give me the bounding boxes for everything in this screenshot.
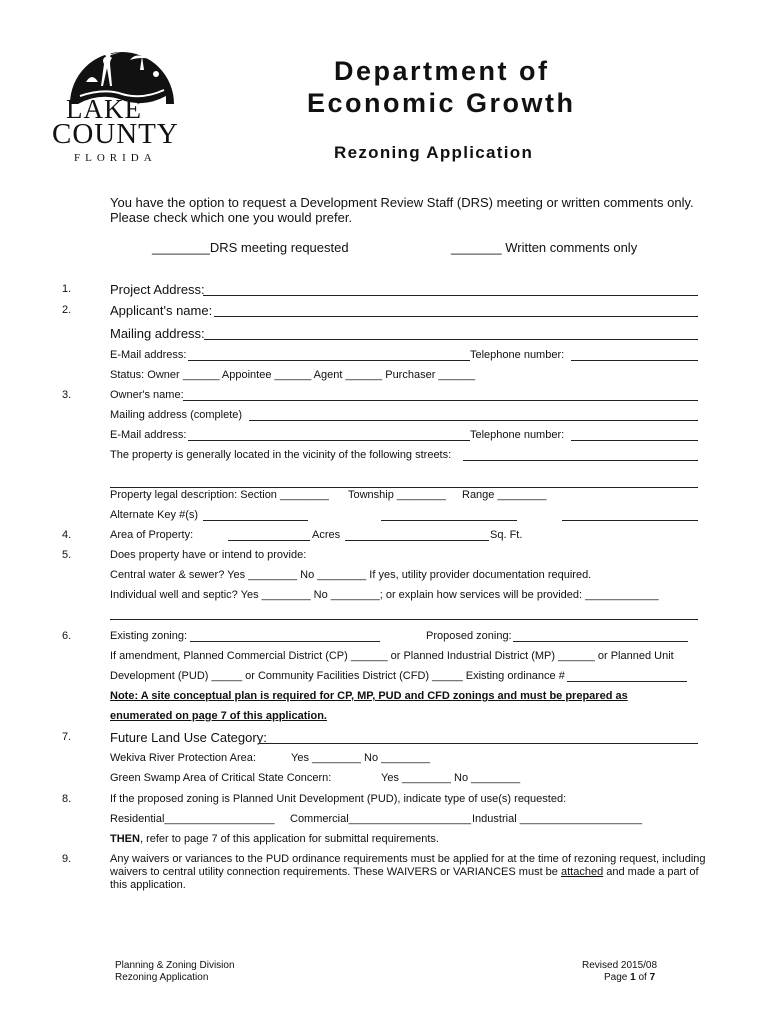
commercial-field[interactable]: Commercial____________________ <box>290 813 472 825</box>
vicinity-field-2[interactable] <box>110 487 698 488</box>
note-line1: Note: A site conceptual plan is required for CP, MP, PUD and CFD zonings and must be prepared as <box>110 690 628 702</box>
item-number: 8. <box>62 793 72 805</box>
mailing-address-field[interactable] <box>204 339 698 340</box>
item-number: 7. <box>62 731 72 743</box>
then-instruction <box>110 833 439 845</box>
proposed-zoning-label: Proposed zoning: <box>426 630 512 642</box>
alternate-key-field-2[interactable] <box>381 520 517 521</box>
owner-name-field[interactable] <box>183 400 698 401</box>
item-number: 6. <box>62 630 72 642</box>
footer-page-number <box>604 972 655 983</box>
acres-label: Acres <box>312 529 341 541</box>
item-number: 1. <box>62 283 72 295</box>
project-address-field[interactable] <box>203 295 698 296</box>
applicant-name-label: Applicant's name: <box>110 303 213 318</box>
lake-county-logo <box>52 30 192 170</box>
applicant-name-field[interactable] <box>214 316 698 317</box>
existing-zoning-label: Existing zoning: <box>110 630 188 642</box>
email2-label: E-Mail address: <box>110 429 187 441</box>
item-number: 4. <box>62 529 72 541</box>
alternate-key-label: Alternate Key #(s) <box>110 509 199 521</box>
green-swamp-options[interactable]: Yes ________ No ________ <box>381 772 521 784</box>
services-explain-field[interactable] <box>110 619 698 620</box>
waivers-line1: Any waivers or variances to the PUD ordinance requirements must be applied for at the time of rezoning request, including <box>110 853 706 865</box>
intro-line2: Please check which one you would prefer. <box>110 210 353 225</box>
logo-florida-text: FLORIDA <box>74 152 157 164</box>
item-number: 2. <box>62 304 72 316</box>
email2-field[interactable] <box>188 440 470 441</box>
provide-label: Does property have or intend to provide: <box>110 549 307 561</box>
alternate-key-field-3[interactable] <box>562 520 698 521</box>
status-line[interactable]: Status: Owner ______ Appointee ______ Agent ______ Purchaser ______ <box>110 369 476 381</box>
logo-lake-text: LAKE <box>66 94 142 124</box>
project-address-label: Project Address: <box>110 282 205 297</box>
then-rest: , refer to page 7 of this application for submittal requirements. <box>139 833 439 845</box>
legal-section[interactable]: Property legal description: Section ________ <box>110 489 329 501</box>
wekiva-options[interactable]: Yes ________ No ________ <box>291 752 431 764</box>
waivers-line3: this application. <box>110 879 186 891</box>
item-number: 9. <box>62 853 72 865</box>
pud-uses-label: If the proposed zoning is Planned Unit Development (PUD), indicate type of use(s) requested: <box>110 793 567 805</box>
waivers-line2-a: waivers to central utility connection requirements. These WAIVERS or VARIANCES must be <box>110 866 561 878</box>
drs-meeting-option[interactable]: ________DRS meeting requested <box>152 240 349 255</box>
intro-line1: You have the option to request a Development Review Staff (DRS) meeting or written comments only. <box>110 195 694 210</box>
footer-revised: Revised 2015/08 <box>582 960 658 971</box>
page-current: 1 <box>630 972 636 983</box>
email-field[interactable] <box>188 360 470 361</box>
page-mid: of <box>635 972 650 983</box>
page-title-line1: Department of <box>334 56 550 86</box>
mailing-complete-field[interactable] <box>249 420 698 421</box>
green-swamp-label: Green Swamp Area of Critical State Concern: <box>110 772 332 784</box>
mailing-complete-label: Mailing address (complete) <box>110 409 243 421</box>
waivers-attached: attached <box>560 866 604 878</box>
industrial-field[interactable]: Industrial ____________________ <box>472 813 643 825</box>
residential-field[interactable]: Residential__________________ <box>110 813 275 825</box>
email-label: E-Mail address: <box>110 349 187 361</box>
written-comments-option[interactable]: _______ Written comments only <box>451 240 638 255</box>
then-bold: THEN <box>110 833 140 845</box>
future-land-use-label: Future Land Use Category: <box>110 730 267 745</box>
existing-ordinance-field[interactable] <box>567 681 687 682</box>
well-septic-line[interactable]: Individual well and septic? Yes ________ No ________; or explain how services will be provided: ____________ <box>110 589 659 601</box>
telephone2-field[interactable] <box>571 440 698 441</box>
mailing-address-label: Mailing address: <box>110 326 205 341</box>
telephone-label: Telephone number: <box>470 349 565 361</box>
area-label: Area of Property: <box>110 529 194 541</box>
footer-doc-name: Rezoning Application <box>115 972 209 983</box>
owner-name-label: Owner's name: <box>110 389 184 401</box>
item-number: 3. <box>62 389 72 401</box>
page-total: 7 <box>649 972 656 983</box>
page-prefix: Page <box>604 972 631 983</box>
wekiva-label: Wekiva River Protection Area: <box>110 752 256 764</box>
legal-range[interactable]: Range ________ <box>462 489 547 501</box>
proposed-zoning-field[interactable] <box>513 641 688 642</box>
logo-county-text: COUNTY <box>52 118 179 150</box>
page-title-line2: Economic Growth <box>307 88 576 118</box>
waivers-line2-b: and made a part of <box>603 866 699 878</box>
note-line2: enumerated on page 7 of this application. <box>110 710 327 722</box>
legal-township[interactable]: Township ________ <box>348 489 446 501</box>
sqft-label: Sq. Ft. <box>490 529 523 541</box>
alternate-key-field-1[interactable] <box>203 520 308 521</box>
amendment-line2[interactable]: Development (PUD) _____ or Community Facilities District (CFD) _____ Existing ordinance # <box>110 670 565 682</box>
acres-field[interactable] <box>228 540 310 541</box>
sqft-field[interactable] <box>345 540 489 541</box>
telephone2-label: Telephone number: <box>470 429 565 441</box>
page-subtitle: Rezoning Application <box>334 143 534 162</box>
central-water-line[interactable]: Central water & sewer? Yes ________ No ________ If yes, utility provider documentation required. <box>110 569 592 581</box>
future-land-use-field[interactable] <box>260 743 698 744</box>
existing-zoning-field[interactable] <box>190 641 380 642</box>
waivers-line2 <box>110 866 699 878</box>
item-number: 5. <box>62 549 72 561</box>
telephone-field[interactable] <box>571 360 698 361</box>
amendment-line1[interactable]: If amendment, Planned Commercial District (CP) ______ or Planned Industrial District (MP) ______ or Planned Unit <box>110 650 674 662</box>
vicinity-label: The property is generally located in the vicinity of the following streets: <box>110 449 452 461</box>
vicinity-field[interactable] <box>463 460 698 461</box>
footer-division: Planning & Zoning Division <box>115 960 235 971</box>
